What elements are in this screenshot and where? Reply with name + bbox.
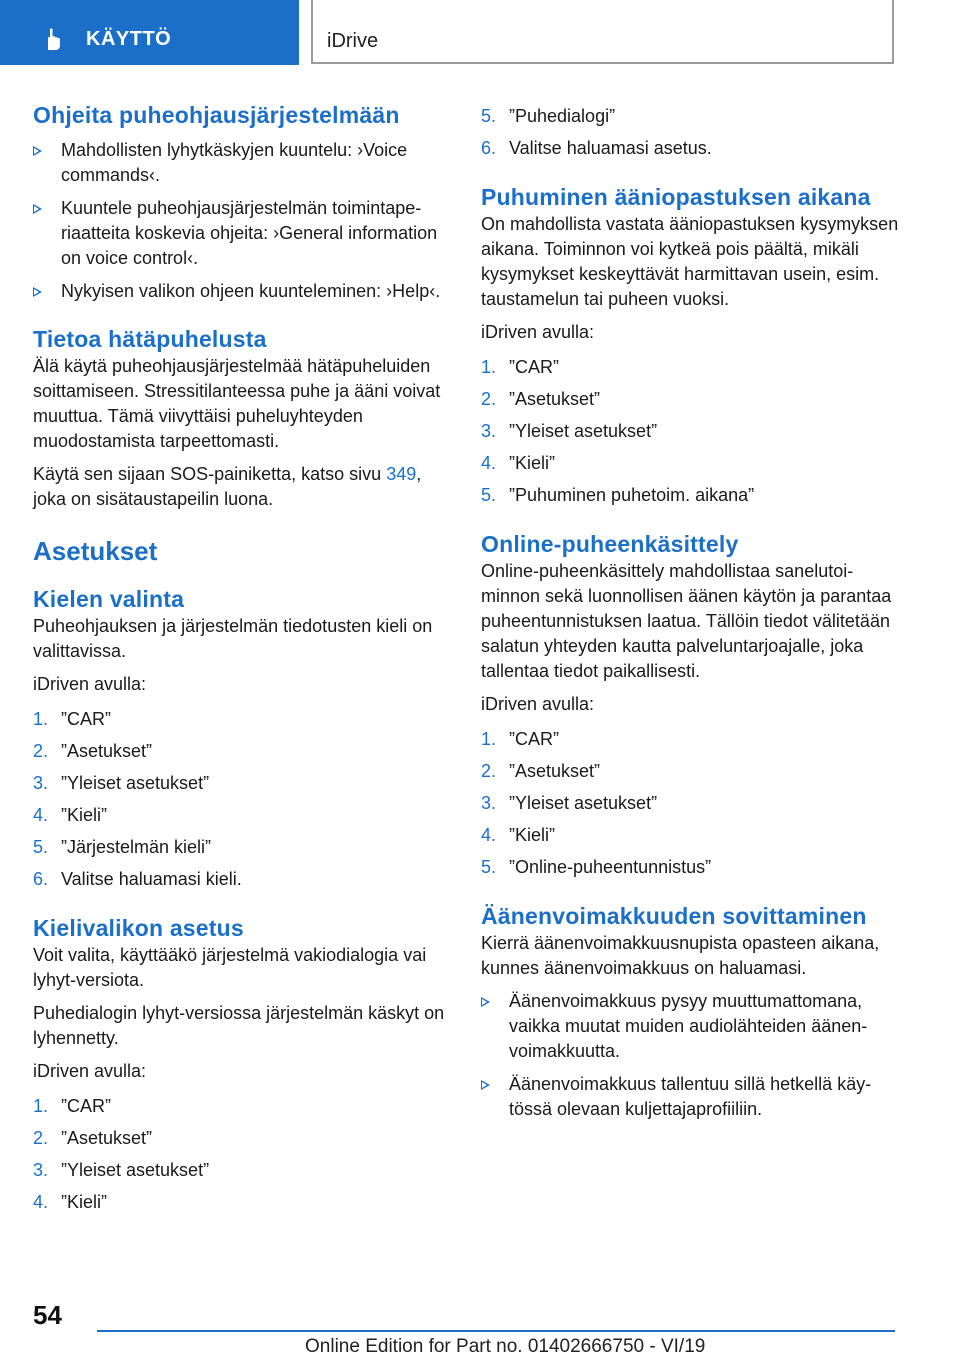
- footer-divider: [97, 1330, 895, 1332]
- heading-emergency: Tietoa hätäpuhelusta: [33, 326, 267, 352]
- heading-voice-help: Ohjeita puheohjausjärjestelmään: [33, 102, 400, 128]
- paragraph: iDriven avulla:: [481, 694, 595, 714]
- list-item: Äänenvoimakkuus pysyy muuttumattomana, vaikka muutat muiden audiolähteiden äänenvoimakkuutta.: [481, 989, 901, 1064]
- list-item: 3. ”Yleiset asetukset”: [33, 1160, 210, 1180]
- footer-edition: Online Edition for Part no. 01402666750 - VI/19: [305, 1336, 706, 1357]
- heading-volume: Äänenvoimakkuuden sovittaminen: [481, 903, 867, 929]
- page-link[interactable]: 349: [386, 464, 417, 484]
- paragraph: Käytä sen sijaan SOS-painiketta, katso sivu 349, joka on sisätaustapeilin luona.: [33, 464, 422, 509]
- paragraph: Kierrä äänenvoimakkuusnupista opasteen aikana, kunnes äänenvoimakkuus on haluamasi.: [481, 933, 880, 978]
- heading-menu-language: Kielivalikon asetus: [33, 915, 244, 941]
- right-column: [481, 100, 901, 1122]
- triangle-bullet-icon: [481, 1080, 490, 1090]
- left-column: [33, 100, 451, 1218]
- language-steps: [33, 703, 451, 895]
- triangle-bullet-icon: [481, 997, 490, 1007]
- paragraph: iDriven avulla:: [33, 1061, 147, 1081]
- hand-pointer-icon: [40, 26, 66, 52]
- paragraph: Puheohjauksen ja järjestelmän tiedotusten kieli on valittavissa.: [33, 616, 433, 661]
- list-item: 1. ”CAR”: [481, 357, 559, 377]
- heading-settings: Asetukset: [33, 536, 158, 566]
- paragraph: iDriven avulla:: [481, 322, 595, 342]
- page-number: 54: [33, 1300, 62, 1330]
- menu-language-steps-cont: [481, 100, 901, 164]
- list-item: 2. ”Asetukset”: [481, 761, 601, 781]
- triangle-bullet-icon: [33, 287, 42, 297]
- list-item: 4. ”Kieli”: [33, 805, 108, 825]
- section-tab-label: KÄYTTÖ: [86, 28, 172, 50]
- list-item: 2. ”Asetukset”: [33, 741, 153, 761]
- list-item: 4. ”Kieli”: [33, 1192, 108, 1212]
- list-item: 3. ”Yleiset asetukset”: [481, 421, 658, 441]
- chapter-header: [311, 0, 894, 64]
- list-item: 2. ”Asetukset”: [481, 389, 601, 409]
- triangle-bullet-icon: [33, 146, 42, 156]
- list-item: 3. ”Yleiset asetukset”: [33, 773, 210, 793]
- section-tab[interactable]: [0, 0, 299, 65]
- list-item: 5. ”Järjestelmän kieli”: [33, 837, 212, 857]
- heading-language: Kielen valinta: [33, 586, 185, 612]
- online-steps: [481, 723, 901, 883]
- list-item: 6. Valitse haluamasi kieli.: [33, 869, 242, 889]
- list-item: 4. ”Kieli”: [481, 453, 556, 473]
- list-item: 1. ”CAR”: [481, 729, 559, 749]
- list-item: 4. ”Kieli”: [481, 825, 556, 845]
- paragraph: Puhedialogin lyhyt-versiossa järjestelmän käskyt on lyhennetty.: [33, 1003, 445, 1048]
- list-item: 3. ”Yleiset asetukset”: [481, 793, 658, 813]
- list-item: Nykyisen valikon ohjeen kuunteleminen: ›Help‹.: [33, 279, 451, 304]
- list-item: 1. ”CAR”: [33, 709, 111, 729]
- list-item: 5. ”Puhedialogi”: [481, 106, 616, 126]
- list-item: Kuuntele puheohjausjärjestelmän toimintaperiaatteita koskevia ohjeita: ›General information on voice control‹.: [33, 196, 451, 271]
- list-item: 5. ”Online-puheentunnistus”: [481, 857, 712, 877]
- menu-language-steps: [33, 1090, 451, 1218]
- list-item: 6. Valitse haluamasi asetus.: [481, 138, 712, 158]
- volume-list: [481, 989, 901, 1122]
- paragraph: Online-puheenkäsittely mahdollistaa sanelutoiminnon sekä luonnollisen äänen käytön ja parantaa puheentunnistuksen laatua. Tällöin tiedot välitetään salatun yhteyden kautta palveluntarjoajalle, joka tallentaa tiedot paikallisesti.: [481, 561, 892, 681]
- chapter-title: iDrive: [327, 30, 379, 52]
- voice-help-list: [33, 138, 451, 304]
- speaking-steps: [481, 351, 901, 511]
- list-item: Mahdollisten lyhytkäskyjen kuuntelu: ›Voice commands‹.: [33, 138, 451, 188]
- list-item: 1. ”CAR”: [33, 1096, 111, 1116]
- heading-speaking: Puhuminen ääniopastuksen aikana: [481, 184, 871, 210]
- paragraph: Voit valita, käyttääkö järjestelmä vakiodialogia vai lyhyt-versiota.: [33, 945, 427, 990]
- paragraph: iDriven avulla:: [33, 674, 147, 694]
- heading-online: Online-puheenkäsittely: [481, 531, 739, 557]
- paragraph: Älä käytä puheohjausjärjestelmää hätäpuheluiden soittamiseen. Stressitilanteessa puhe ja ääni voivat muuttua. Tämä viivyttäisi puheluyhteyden muodostamista tarpeettomasti.: [33, 356, 441, 451]
- triangle-bullet-icon: [33, 204, 42, 214]
- list-item: 2. ”Asetukset”: [33, 1128, 153, 1148]
- list-item: 5. ”Puhuminen puhetoim. aikana”: [481, 485, 755, 505]
- list-item: Äänenvoimakkuus tallentuu sillä hetkellä käytössä olevaan kuljettajaprofiiliin.: [481, 1072, 901, 1122]
- paragraph: On mahdollista vastata ääniopastuksen kysymyksen aikana. Toiminnon voi kytkeä pois päältä, mikäli kysymykset keskeyttävät harmittavan usein, esim. taustamelun tai puheen vuoksi.: [481, 214, 899, 309]
